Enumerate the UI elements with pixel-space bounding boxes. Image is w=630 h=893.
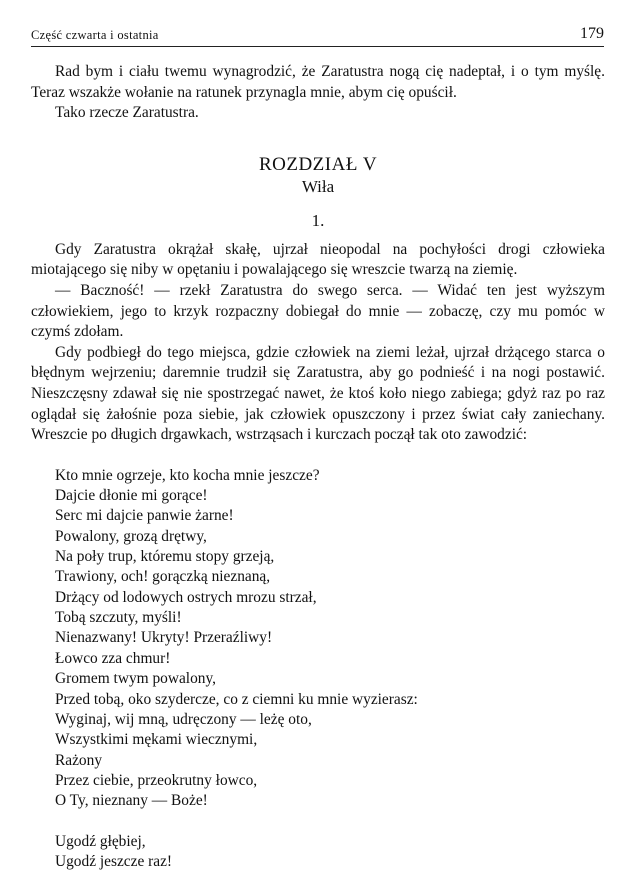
poem-line: O Ty, nieznany — Boże! <box>55 792 208 810</box>
section-number: 1. <box>311 210 325 230</box>
poem-line: Łowco zza chmur! <box>55 649 171 667</box>
running-head-title: Część czwarta i ostatnia <box>31 28 159 42</box>
running-head <box>31 25 604 47</box>
chapter-subtitle: Wiła <box>301 176 335 196</box>
poem-line: Tobą szczuty, myśli! <box>55 609 182 627</box>
poem-line: Przed tobą, oko szydercze, co z ciemni ku mnie wyzierasz: <box>55 690 418 708</box>
poem-line: Wyginaj, wij mną, udręczony — leżę oto, <box>55 710 312 728</box>
body-text <box>31 62 605 872</box>
paragraph: — Baczność! — rzekł Zaratustra do swego serca. — Widać ten jest wyższym człowiekiem, jego to krzyk rozpaczny dobiegał do mnie — zobaczę, czy mu pomóc w czymś zdołam. <box>31 281 605 341</box>
poem-line: Dajcie dłonie mi gorące! <box>55 487 208 505</box>
poem-line: Nienazwany! Ukryty! Przeraźliwy! <box>55 629 273 647</box>
paragraph: Gdy podbiegł do tego miejsca, gdzie człowiek na ziemi leżał, ujrzał drżącego starca o błędnym wejrzeniu; daremnie trudził się Zaratustra, aby go podnieść i na nogi postawić. Nieszczęsny zdawał się nie spostrzegać nawet, że ktoś koło niego zabiega; gdyż raz po raz oglądał się żałośnie poza siebie, jak człowiek opuszczony i przez świat cały zaniechany. Wreszcie po długich drgawkach, wstrząsach i kurczach począł tak oto zawodzić: <box>31 343 605 444</box>
stanza-gap <box>55 812 605 832</box>
poem-line: Kto mnie ogrzeje, kto kocha mnie jeszcze? <box>55 466 320 484</box>
poem-line: Ugodź głębiej, <box>55 832 146 850</box>
poem-line: Powalony, grozą drętwy, <box>55 527 207 545</box>
intro-closing-line: Tako rzecze Zaratustra. <box>55 104 199 122</box>
poem-line: Gromem twym powalony, <box>55 670 217 688</box>
poem-line: Trawiony, och! gorączką nieznaną, <box>55 568 271 586</box>
poem-line: Na poły trup, któremu stopy grzeją, <box>55 548 275 566</box>
poem-line: Drżący od lodowych ostrych mrozu strzał, <box>55 588 317 606</box>
page-number: 179 <box>580 25 604 42</box>
paragraph: Gdy Zaratustra okrążał skałę, ujrzał nieopodal na pochyłości drogi człowieka miotającego się niby w opętaniu i powalającego się wreszcie twarzą na ziemię. <box>31 240 605 279</box>
poem-line: Serc mi dajcie panwie żarne! <box>55 507 234 525</box>
poem-line: Ugodź jeszcze raz! <box>55 852 173 870</box>
poem-line: Rażony <box>55 751 103 769</box>
poem <box>31 466 605 873</box>
chapter-heading: ROZDZIAŁ V <box>258 153 378 175</box>
poem-line: Przez ciebie, przeokrutny łowco, <box>55 771 258 789</box>
intro-paragraph: Rad bym i ciału twemu wynagrodzić, że Zaratustra nogą cię nadeptał, i o tym myślę. Teraz wszakże wołanie na ratunek przynagla mnie, abym cię opuścił. <box>31 63 605 101</box>
poem-line: Wszystkimi mękami wiecznymi, <box>55 731 258 749</box>
